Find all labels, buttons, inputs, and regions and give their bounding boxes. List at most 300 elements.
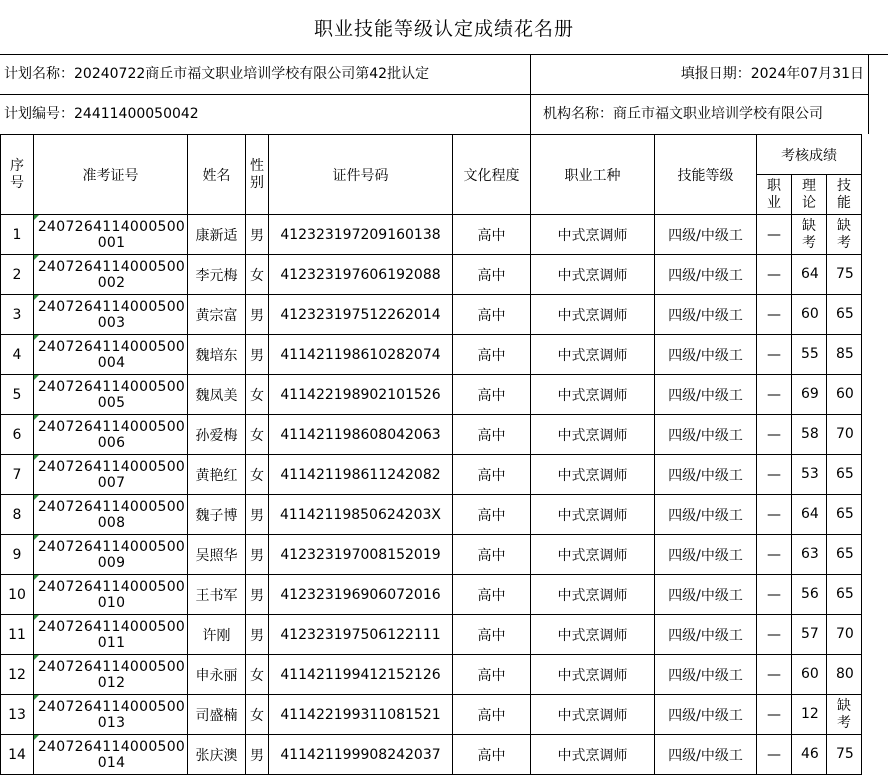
row-job-value: 中式烹调师 (557, 427, 628, 444)
row-seq-value: 3 (12, 306, 22, 323)
row-name (188, 495, 246, 535)
row-seq-value: 12 (8, 666, 26, 683)
table-row (1, 415, 862, 455)
row-score-skill-value: 缺考 (837, 697, 851, 731)
row-score-theory-value: 60 (801, 306, 819, 322)
row-id-value: 411421198608042063 (280, 426, 441, 443)
row-job (531, 255, 655, 295)
header-gender (246, 135, 269, 215)
row-name-value: 黄宗富 (195, 307, 238, 324)
table-row (1, 335, 862, 375)
row-id (269, 335, 453, 375)
row-score-skill-value: 65 (836, 506, 854, 522)
row-name-value: 司盛楠 (195, 707, 238, 724)
cell-marker-icon (34, 455, 39, 460)
row-score-skill (827, 575, 862, 615)
row-score-theory-value: 63 (801, 546, 819, 562)
row-score-skill (827, 695, 862, 735)
row-name (188, 735, 246, 775)
row-id-value: 412323197512262014 (280, 306, 441, 323)
row-score-theory-value: 57 (801, 626, 819, 642)
row-id (269, 535, 453, 575)
row-score-skill-value: 80 (836, 666, 854, 682)
row-seq-value: 2 (12, 266, 22, 283)
row-score-theory (792, 575, 827, 615)
header-gender-label: 性别 (250, 157, 264, 191)
row-ticket (34, 615, 188, 655)
row-level (655, 455, 757, 495)
row-ticket-value: 2407264114000500008 (37, 498, 186, 531)
row-level (655, 735, 757, 775)
row-gender (246, 335, 269, 375)
row-seq-value: 6 (12, 426, 22, 443)
row-name (188, 255, 246, 295)
row-seq (1, 535, 34, 575)
cell-marker-icon (34, 495, 39, 500)
row-seq-value: 8 (12, 506, 22, 523)
row-score-job-value: — (767, 346, 781, 363)
row-score-skill-value: 70 (836, 626, 854, 642)
row-edu (453, 335, 531, 375)
row-name-value: 张庆澳 (195, 747, 238, 764)
row-edu (453, 215, 531, 255)
row-ticket (34, 375, 188, 415)
row-score-theory-value: 53 (801, 466, 819, 482)
cell-marker-icon (34, 215, 39, 220)
row-job-value: 中式烹调师 (557, 507, 628, 524)
row-id (269, 415, 453, 455)
row-score-skill (827, 615, 862, 655)
cell-marker-icon (34, 735, 39, 740)
row-score-job (757, 255, 792, 295)
row-gender-value: 男 (250, 227, 264, 244)
row-name (188, 575, 246, 615)
row-edu-value: 高中 (477, 267, 506, 284)
row-score-theory-value: 55 (801, 346, 819, 362)
row-score-job (757, 295, 792, 335)
row-score-job-value: — (767, 546, 781, 563)
row-gender (246, 455, 269, 495)
cell-marker-icon (34, 375, 39, 380)
cell-marker-icon (34, 415, 39, 420)
row-ticket (34, 535, 188, 575)
header-id: 证件号码 (269, 135, 453, 215)
row-score-theory (792, 735, 827, 775)
row-score-job-value: — (767, 746, 781, 763)
row-seq (1, 335, 34, 375)
row-edu-value: 高中 (477, 587, 506, 604)
row-gender (246, 495, 269, 535)
row-seq-value: 1 (12, 226, 22, 243)
row-score-job (757, 495, 792, 535)
row-seq (1, 415, 34, 455)
row-job-value: 中式烹调师 (557, 667, 628, 684)
row-score-skill (827, 255, 862, 295)
cell-marker-icon (34, 335, 39, 340)
row-score-theory (792, 255, 827, 295)
row-job (531, 655, 655, 695)
row-seq-value: 13 (8, 706, 26, 723)
row-job (531, 335, 655, 375)
row-name-value: 王书军 (195, 587, 238, 604)
row-edu (453, 535, 531, 575)
row-level (655, 495, 757, 535)
row-edu (453, 415, 531, 455)
info-row-plan (0, 54, 888, 94)
row-score-theory-value: 12 (801, 706, 819, 722)
row-ticket-value: 2407264114000500007 (37, 458, 186, 491)
row-score-theory (792, 415, 827, 455)
row-gender (246, 215, 269, 255)
row-gender (246, 655, 269, 695)
row-edu (453, 735, 531, 775)
row-gender-value: 男 (250, 347, 264, 364)
row-job-value: 中式烹调师 (557, 707, 628, 724)
row-score-theory (792, 615, 827, 655)
row-score-job (757, 375, 792, 415)
row-score-skill (827, 335, 862, 375)
row-ticket (34, 655, 188, 695)
table-row (1, 615, 862, 655)
table-row (1, 535, 862, 575)
row-job-value: 中式烹调师 (557, 307, 628, 324)
row-job (531, 615, 655, 655)
row-ticket-value: 2407264114000500009 (37, 538, 186, 571)
row-level (655, 255, 757, 295)
row-score-job (757, 455, 792, 495)
cell-marker-icon (34, 615, 39, 620)
table-row (1, 655, 862, 695)
row-id-value: 412323197606192088 (280, 266, 441, 283)
row-level (655, 655, 757, 695)
row-level (655, 695, 757, 735)
row-job (531, 535, 655, 575)
row-score-theory-value: 56 (801, 586, 819, 602)
row-score-job-value: — (767, 306, 781, 323)
row-gender (246, 695, 269, 735)
row-score-job (757, 335, 792, 375)
row-level-value: 四级/中级工 (668, 227, 743, 244)
row-score-skill-value: 缺考 (837, 217, 851, 251)
row-gender (246, 615, 269, 655)
row-job-value: 中式烹调师 (557, 387, 628, 404)
row-id (269, 455, 453, 495)
row-level (655, 295, 757, 335)
row-ticket (34, 455, 188, 495)
row-ticket-value: 2407264114000500001 (37, 218, 186, 251)
row-seq-value: 7 (12, 466, 22, 483)
row-job-value: 中式烹调师 (557, 227, 628, 244)
row-edu (453, 615, 531, 655)
row-edu-value: 高中 (477, 347, 506, 364)
row-seq-value: 11 (8, 626, 26, 643)
row-score-job-value: — (767, 386, 781, 403)
header-score-skill-label: 技能 (837, 177, 851, 211)
row-score-skill-value: 65 (836, 306, 854, 322)
row-gender (246, 295, 269, 335)
info-row-org (0, 94, 888, 134)
row-name-value: 魏培东 (195, 347, 238, 364)
row-job-value: 中式烹调师 (557, 627, 628, 644)
row-id (269, 575, 453, 615)
row-ticket (34, 735, 188, 775)
row-name-value: 黄艳红 (195, 467, 238, 484)
row-gender (246, 255, 269, 295)
row-score-theory-value: 64 (801, 266, 819, 282)
header-name: 姓名 (188, 135, 246, 215)
row-id-value: 411421199908242037 (280, 746, 441, 763)
row-edu-value: 高中 (477, 467, 506, 484)
row-score-job-value: — (767, 266, 781, 283)
row-job-value: 中式烹调师 (557, 267, 628, 284)
row-score-theory (792, 535, 827, 575)
row-name-value: 李元梅 (195, 267, 238, 284)
row-job-value: 中式烹调师 (557, 587, 628, 604)
table-row (1, 575, 862, 615)
row-edu (453, 295, 531, 335)
row-edu-value: 高中 (477, 707, 506, 724)
row-ticket (34, 255, 188, 295)
row-edu-value: 高中 (477, 227, 506, 244)
row-job (531, 415, 655, 455)
row-score-theory (792, 495, 827, 535)
row-gender-value: 男 (250, 627, 264, 644)
row-score-job-value: — (767, 586, 781, 603)
row-seq-value: 14 (8, 746, 26, 763)
row-score-theory (792, 335, 827, 375)
row-ticket-value: 2407264114000500005 (37, 378, 186, 411)
org-name: 机构名称：商丘市福文职业培训学校有限公司 (543, 106, 823, 122)
row-score-skill-value: 65 (836, 586, 854, 602)
row-ticket (34, 295, 188, 335)
plan-no: 计划编号：24411400050042 (4, 106, 199, 122)
row-level-value: 四级/中级工 (668, 587, 743, 604)
row-edu-value: 高中 (477, 627, 506, 644)
row-gender (246, 575, 269, 615)
table-row (1, 375, 862, 415)
row-job (531, 735, 655, 775)
row-job-value: 中式烹调师 (557, 467, 628, 484)
row-score-skill (827, 215, 862, 255)
row-gender-value: 男 (250, 587, 264, 604)
row-edu (453, 455, 531, 495)
row-gender-value: 女 (250, 387, 264, 404)
row-level-value: 四级/中级工 (668, 467, 743, 484)
row-score-skill (827, 655, 862, 695)
row-ticket (34, 495, 188, 535)
row-id (269, 495, 453, 535)
header-edu: 文化程度 (453, 135, 531, 215)
row-edu (453, 375, 531, 415)
row-name-value: 申永丽 (195, 667, 238, 684)
row-id-value: 411421199412152126 (280, 666, 441, 683)
row-score-theory (792, 695, 827, 735)
row-edu-value: 高中 (477, 667, 506, 684)
row-score-theory-value: 69 (801, 386, 819, 402)
row-seq-value: 4 (12, 346, 22, 363)
row-id-value: 411421198611242082 (280, 466, 441, 483)
plan-name: 计划名称：20240722商丘市福文职业培训学校有限公司第42批认定 (4, 66, 430, 82)
row-name-value: 魏子博 (195, 507, 238, 524)
row-gender (246, 415, 269, 455)
row-name (188, 415, 246, 455)
row-job-value: 中式烹调师 (557, 747, 628, 764)
table-row (1, 495, 862, 535)
row-edu-value: 高中 (477, 547, 506, 564)
row-name (188, 695, 246, 735)
row-score-theory (792, 655, 827, 695)
row-level (655, 415, 757, 455)
cell-marker-icon (34, 655, 39, 660)
row-score-job (757, 575, 792, 615)
table-row (1, 735, 862, 775)
header-score-skill (827, 175, 862, 215)
row-seq (1, 615, 34, 655)
row-id-value: 41142119850624203X (279, 506, 441, 523)
table-row (1, 255, 862, 295)
row-id (269, 295, 453, 335)
row-level-value: 四级/中级工 (668, 627, 743, 644)
row-score-skill (827, 415, 862, 455)
row-gender-value: 女 (250, 427, 264, 444)
header-seq (1, 135, 34, 215)
row-score-skill (827, 535, 862, 575)
row-seq (1, 495, 34, 535)
row-level-value: 四级/中级工 (668, 707, 743, 724)
table-row (1, 455, 862, 495)
row-score-job (757, 655, 792, 695)
row-seq (1, 575, 34, 615)
header-score-theory (792, 175, 827, 215)
row-seq (1, 375, 34, 415)
row-level-value: 四级/中级工 (668, 667, 743, 684)
cell-marker-icon (34, 695, 39, 700)
row-id-value: 412323197008152019 (280, 546, 441, 563)
cell-marker-icon (34, 295, 39, 300)
row-id (269, 215, 453, 255)
row-gender-value: 男 (250, 747, 264, 764)
row-job (531, 375, 655, 415)
row-score-job-value: — (767, 466, 781, 483)
row-score-job-value: — (767, 706, 781, 723)
header-level: 技能等级 (655, 135, 757, 215)
row-edu (453, 695, 531, 735)
row-ticket-value: 2407264114000500011 (37, 618, 186, 651)
row-seq (1, 695, 34, 735)
row-level (655, 215, 757, 255)
row-id (269, 655, 453, 695)
row-score-job (757, 535, 792, 575)
row-id (269, 255, 453, 295)
row-id-value: 411421198610282074 (280, 346, 441, 363)
row-gender-value: 男 (250, 547, 264, 564)
score-table (0, 134, 862, 775)
row-seq (1, 735, 34, 775)
row-score-job-value: — (767, 506, 781, 523)
header-seq-label: 序号 (10, 157, 24, 191)
table-row (1, 695, 862, 735)
row-edu (453, 495, 531, 535)
header-score-theory-label: 理论 (802, 177, 816, 211)
row-ticket-value: 2407264114000500014 (37, 738, 186, 771)
cell-marker-icon (34, 575, 39, 580)
row-edu-value: 高中 (477, 507, 506, 524)
row-ticket (34, 335, 188, 375)
row-edu-value: 高中 (477, 427, 506, 444)
header-scores: 考核成绩 (757, 135, 862, 175)
header-ticket: 准考证号 (34, 135, 188, 215)
row-level (655, 335, 757, 375)
row-ticket-value: 2407264114000500002 (37, 258, 186, 291)
row-ticket (34, 215, 188, 255)
row-edu-value: 高中 (477, 307, 506, 324)
row-seq (1, 255, 34, 295)
row-score-job (757, 415, 792, 455)
row-id (269, 695, 453, 735)
row-score-job (757, 615, 792, 655)
row-score-skill (827, 295, 862, 335)
row-score-job-value: — (767, 626, 781, 643)
row-ticket-value: 2407264114000500006 (37, 418, 186, 451)
row-ticket-value: 2407264114000500003 (37, 298, 186, 331)
row-ticket (34, 695, 188, 735)
row-ticket-value: 2407264114000500012 (37, 658, 186, 691)
row-score-skill (827, 375, 862, 415)
row-score-skill-value: 65 (836, 546, 854, 562)
header-score-job-label: 职业 (767, 177, 781, 211)
row-ticket-value: 2407264114000500013 (37, 698, 186, 731)
row-name-value: 魏凤美 (195, 387, 238, 404)
row-score-skill-value: 70 (836, 426, 854, 442)
row-job (531, 495, 655, 535)
table-row (1, 295, 862, 335)
cell-marker-icon (34, 535, 39, 540)
row-name (188, 535, 246, 575)
page-title: 职业技能等级认定成绩花名册 (313, 17, 574, 40)
row-edu-value: 高中 (477, 387, 506, 404)
row-gender-value: 女 (250, 667, 264, 684)
row-id (269, 375, 453, 415)
row-gender (246, 375, 269, 415)
row-edu (453, 575, 531, 615)
cell-marker-icon (34, 255, 39, 260)
row-gender (246, 535, 269, 575)
row-id-value: 411422198902101526 (280, 386, 441, 403)
row-level-value: 四级/中级工 (668, 307, 743, 324)
row-job (531, 695, 655, 735)
row-level (655, 375, 757, 415)
row-score-job-value: — (767, 226, 781, 243)
row-job (531, 455, 655, 495)
row-seq-value: 5 (12, 386, 22, 403)
row-level-value: 四级/中级工 (668, 267, 743, 284)
row-gender-value: 男 (250, 307, 264, 324)
row-name-value: 孙爱梅 (195, 427, 238, 444)
row-score-theory (792, 215, 827, 255)
row-score-skill-value: 75 (836, 746, 854, 762)
row-level-value: 四级/中级工 (668, 347, 743, 364)
row-id (269, 735, 453, 775)
header-job: 职业工种 (531, 135, 655, 215)
row-level (655, 535, 757, 575)
row-score-theory (792, 455, 827, 495)
row-name (188, 335, 246, 375)
row-score-theory-value: 64 (801, 506, 819, 522)
row-score-job (757, 215, 792, 255)
table-row (1, 215, 862, 255)
row-job-value: 中式烹调师 (557, 347, 628, 364)
row-name (188, 455, 246, 495)
